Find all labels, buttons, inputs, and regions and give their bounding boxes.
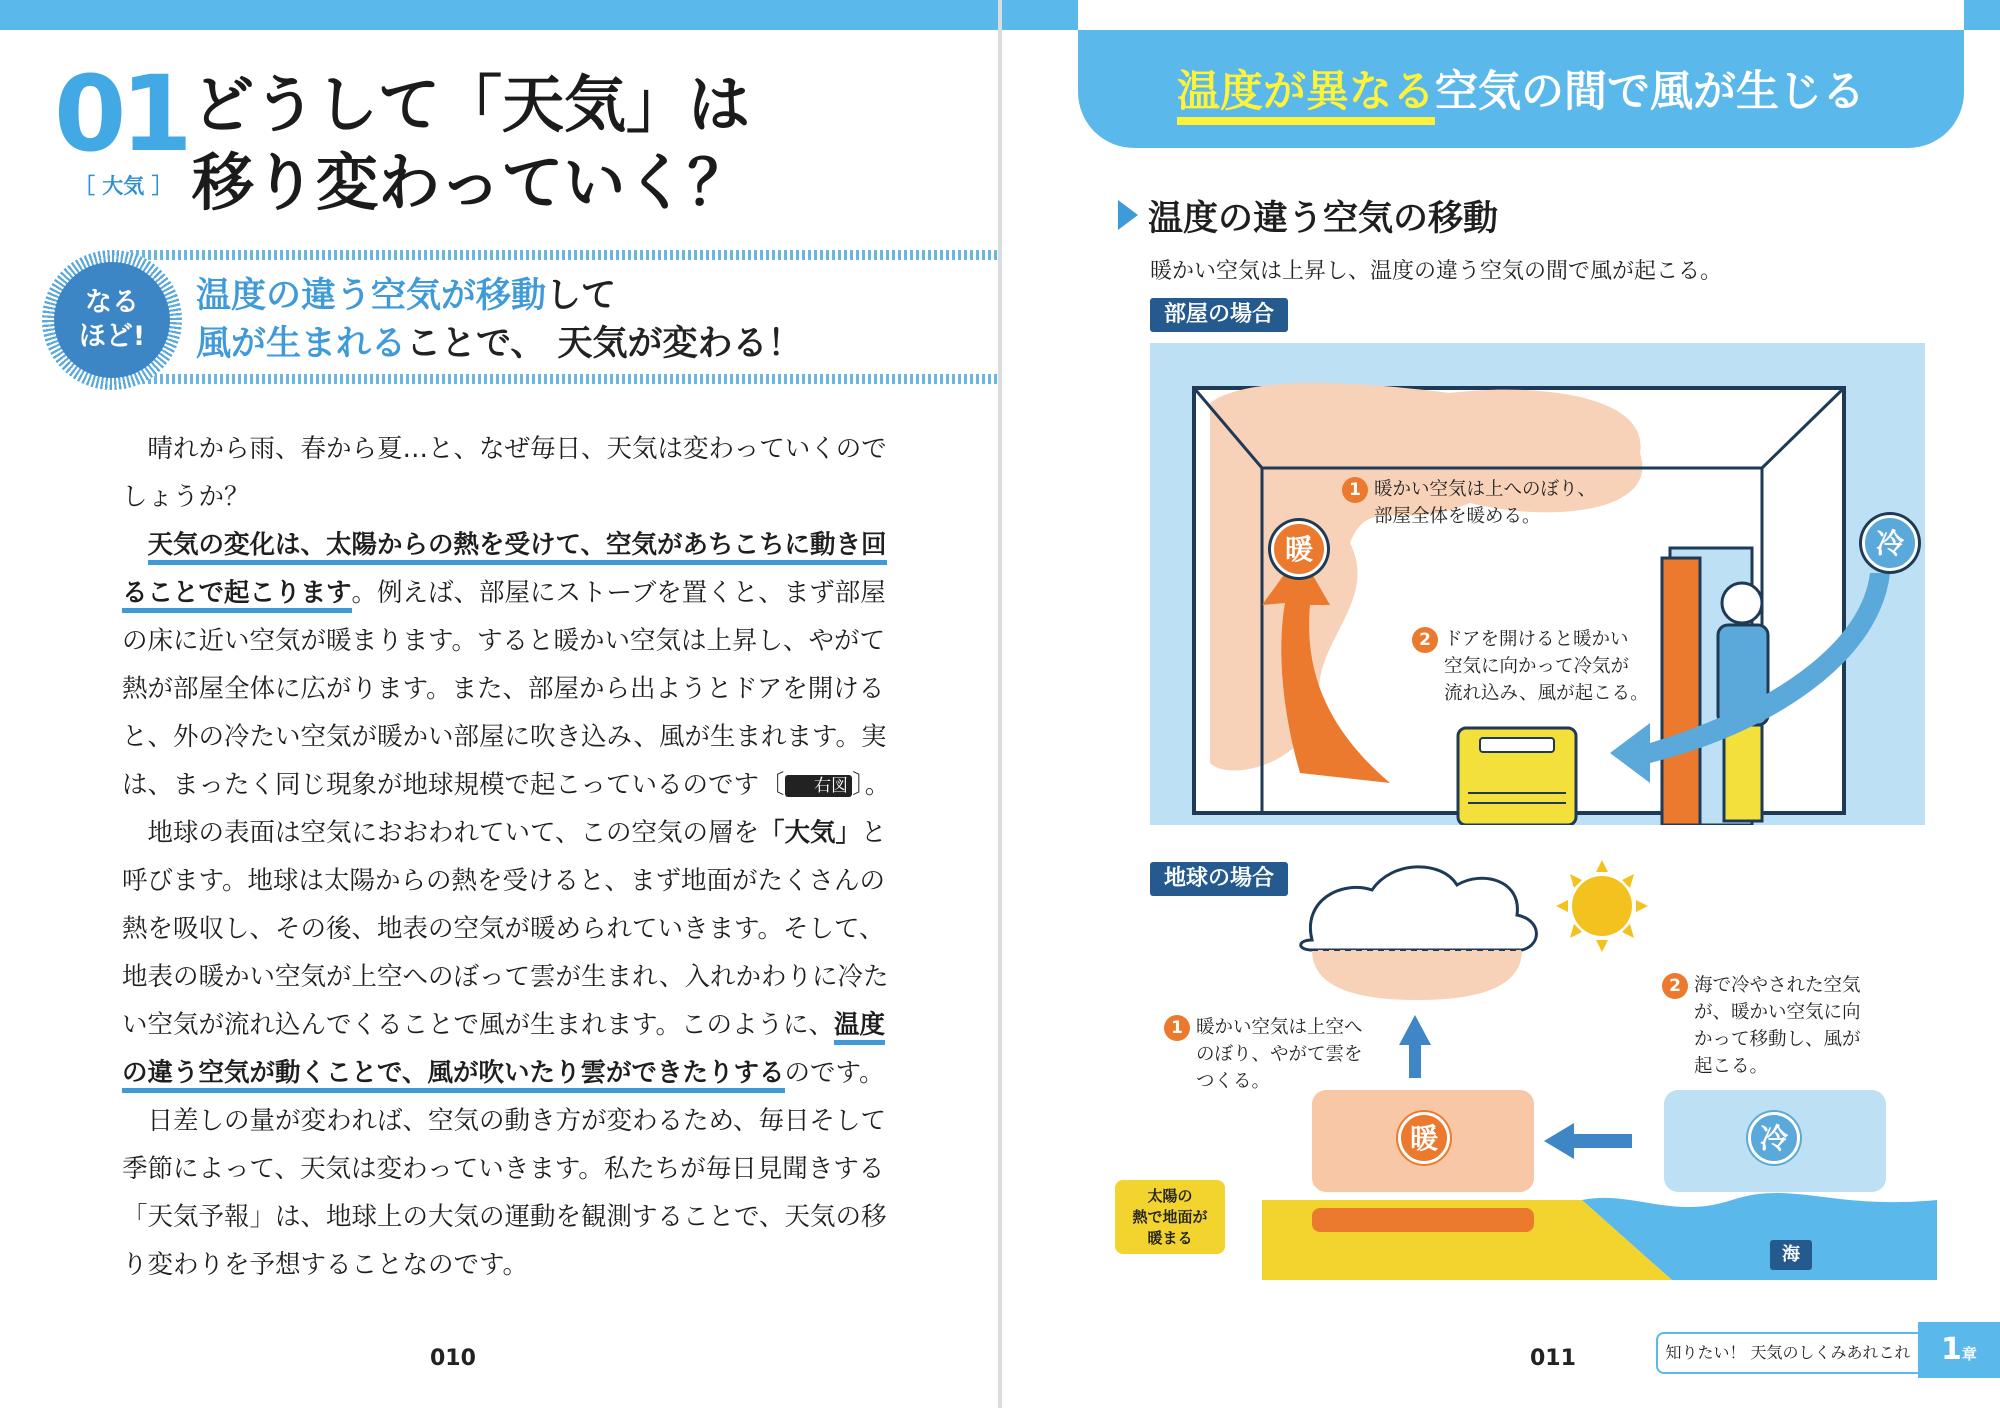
earth-case-tag: 地球の場合 xyxy=(1150,862,1288,896)
paragraph-2-end: 〕。 xyxy=(852,770,891,800)
room-note-2 xyxy=(1412,626,1649,707)
sun-label-line-2: 熱で地面が xyxy=(1132,1208,1208,1226)
rising-air-arrow xyxy=(1399,1015,1431,1078)
warm-badge: 暖 xyxy=(1271,521,1327,577)
earth-note-1-line-2: のぼり、やがて雲を xyxy=(1196,1044,1363,1065)
section-title: 温度の違う空気の移動 xyxy=(1148,199,1499,239)
earth-note-2-number: 2 xyxy=(1662,973,1688,999)
band-bottom-line xyxy=(130,374,998,384)
earth-note-1-number: 1 xyxy=(1164,1015,1190,1041)
paragraph-2 xyxy=(122,521,892,809)
paragraph-3-b: と呼びます。地球は太陽からの熱を受けると、まず地面がたくさんの熱を吸収し、その後、地表の空気が暖められていきます。そして、地表の暖かい空気が上空へのぼって雲が生まれ、入れかわりに冷たい空気が流れ込んでくることで風が生まれます。このように、 xyxy=(122,818,889,1040)
left-page xyxy=(0,0,998,1408)
room-note-2-line-3: 流れ込み、風が起こる。 xyxy=(1444,683,1649,704)
sun xyxy=(1572,876,1632,936)
section-banner xyxy=(1078,30,1964,148)
earth-diagram xyxy=(1112,850,1937,1280)
chapter-tag: ［ 大気 ］ xyxy=(74,174,173,198)
room-note-1-number: 1 xyxy=(1342,477,1368,503)
page-title xyxy=(192,66,750,222)
sea-label: 海 xyxy=(1770,1240,1812,1270)
paragraph-3-c: のです。 xyxy=(784,1058,885,1088)
sun-heat-label xyxy=(1115,1180,1225,1254)
cold-badge: 冷 xyxy=(1862,515,1918,571)
body-text xyxy=(122,425,892,1289)
top-color-bar xyxy=(0,0,998,30)
earth-note-2-line-3: かって移動し、風が xyxy=(1694,1029,1861,1050)
earth-note-2-line-2: が、暖かい空気に向 xyxy=(1694,1002,1861,1023)
paragraph-3-emphasis: 温度の違う空気が動くことで、風が吹いたり雲ができたりする xyxy=(122,1010,885,1093)
naruhodo-text-2: ことで、 天気が変わる！ xyxy=(406,324,803,364)
chapter-tab-number: 1 xyxy=(1941,1332,1962,1367)
room-note-1-line-1: 暖かい空気は上へのぼり、 xyxy=(1374,479,1597,500)
room-illustration xyxy=(1150,343,1925,825)
earth-note-2 xyxy=(1662,972,1861,1080)
room-case-tag: 部屋の場合 xyxy=(1150,298,1288,332)
cloud-base xyxy=(1312,950,1522,1000)
naruhodo-text-1: して xyxy=(546,276,617,316)
earth-note-1-line-1: 暖かい空気は上空へ xyxy=(1196,1017,1363,1038)
wind-arrow xyxy=(1544,1123,1632,1159)
chapter-tab-suffix: 章 xyxy=(1961,1345,1977,1363)
band-top-line xyxy=(130,250,998,260)
naruhodo-text xyxy=(196,272,803,368)
sun-label-line-1: 太陽の xyxy=(1147,1187,1193,1205)
running-footer: 知りたい！ 天気のしくみあれこれ xyxy=(1656,1332,1918,1374)
open-door xyxy=(1662,558,1700,825)
badge-line-1: なる xyxy=(85,287,139,318)
room-note-1-line-2: 部屋全体を暖める。 xyxy=(1374,506,1541,527)
paragraph-2-rest: 。例えば、部屋にストーブを置くと、まず部屋の床に近い空気が暖まります。すると暖かい空気は上昇し、やがて熱が部屋全体に広がります。また、部屋から出ようとドアを開けると、外の冷たい空気が暖かい部屋に吹き込み、風が生まれます。実は、まったく同じ現象が地球規模で起こっているのです〔 xyxy=(122,578,887,800)
room-note-2-number: 2 xyxy=(1412,627,1438,653)
room-note-2-line-2: 空気に向かって冷気が xyxy=(1444,656,1630,677)
earth-note-1 xyxy=(1164,1014,1363,1095)
heated-ground xyxy=(1312,1208,1534,1232)
section-lead: 暖かい空気は上昇し、温度の違う空気の間で風が起こる。 xyxy=(1150,259,1723,284)
earth-note-2-line-4: 起こる。 xyxy=(1694,1056,1769,1077)
sun-label-line-3: 暖まる xyxy=(1147,1229,1193,1247)
paragraph-3 xyxy=(122,809,892,1097)
title-line-2: 移り変わっていく？ xyxy=(192,146,750,219)
paragraph-2-emphasis: 天気の変化は、太陽からの熱を受けて、空気があちこちに動き回ることで起こります xyxy=(122,530,887,613)
cloud xyxy=(1301,867,1537,950)
naruhodo-badge xyxy=(42,250,182,390)
earth-warm-badge: 暖 xyxy=(1398,1112,1450,1164)
top-color-bar-left xyxy=(1002,0,1078,30)
top-color-bar-right xyxy=(1964,0,2000,30)
page-number-right: 011 xyxy=(1530,1346,1576,1371)
paragraph-4: 日差しの量が変われば、空気の動き方が変わるため、毎日そして季節によって、天気は変わっていきます。私たちが毎日見聞きする「天気予報」は、地球上の大気の運動を観測することで、天気の移り変わりを予想することなのです。 xyxy=(122,1106,887,1280)
chapter-number: 01 xyxy=(54,53,187,175)
naruhodo-highlight-2: 風が生まれる xyxy=(196,324,407,364)
banner-rest: 空気の間で風が生じる xyxy=(1435,67,1865,117)
naruhodo-highlight-1: 温度の違う空気が移動 xyxy=(196,276,547,316)
room-note-2-line-1: ドアを開けると暖かい xyxy=(1444,629,1629,650)
earth-cold-badge: 冷 xyxy=(1748,1112,1800,1164)
page-number-left: 010 xyxy=(430,1346,476,1371)
banner-title xyxy=(1078,58,1964,119)
badge-line-2: ほど! xyxy=(78,321,146,352)
paragraph-3-term: 「大気」 xyxy=(759,818,862,848)
paragraph-1: 晴れから雨、春から夏…と、なぜ毎日、天気は変わっていくのでしょうか？ xyxy=(122,434,887,512)
paragraph-3-a: 地球の表面は空気におおわれていて、この空気の層を xyxy=(147,818,759,848)
earth-note-1-line-3: つくる。 xyxy=(1196,1071,1271,1092)
person-head xyxy=(1722,583,1762,623)
title-line-1: どうして「天気」は xyxy=(192,68,751,141)
naruhodo-badge-inner xyxy=(54,262,170,378)
chapter-tab xyxy=(1918,1322,2000,1378)
section-triangle-icon xyxy=(1118,200,1138,230)
room-diagram xyxy=(1150,343,1925,825)
banner-highlight: 温度が異なる xyxy=(1177,67,1435,125)
earth-note-2-line-1: 海で冷やされた空気 xyxy=(1694,975,1861,996)
person-legs xyxy=(1724,725,1762,821)
figure-reference: 右図 xyxy=(785,775,853,797)
right-page xyxy=(1002,0,2000,1408)
heater-panel xyxy=(1480,738,1554,752)
room-note-1 xyxy=(1342,476,1596,530)
